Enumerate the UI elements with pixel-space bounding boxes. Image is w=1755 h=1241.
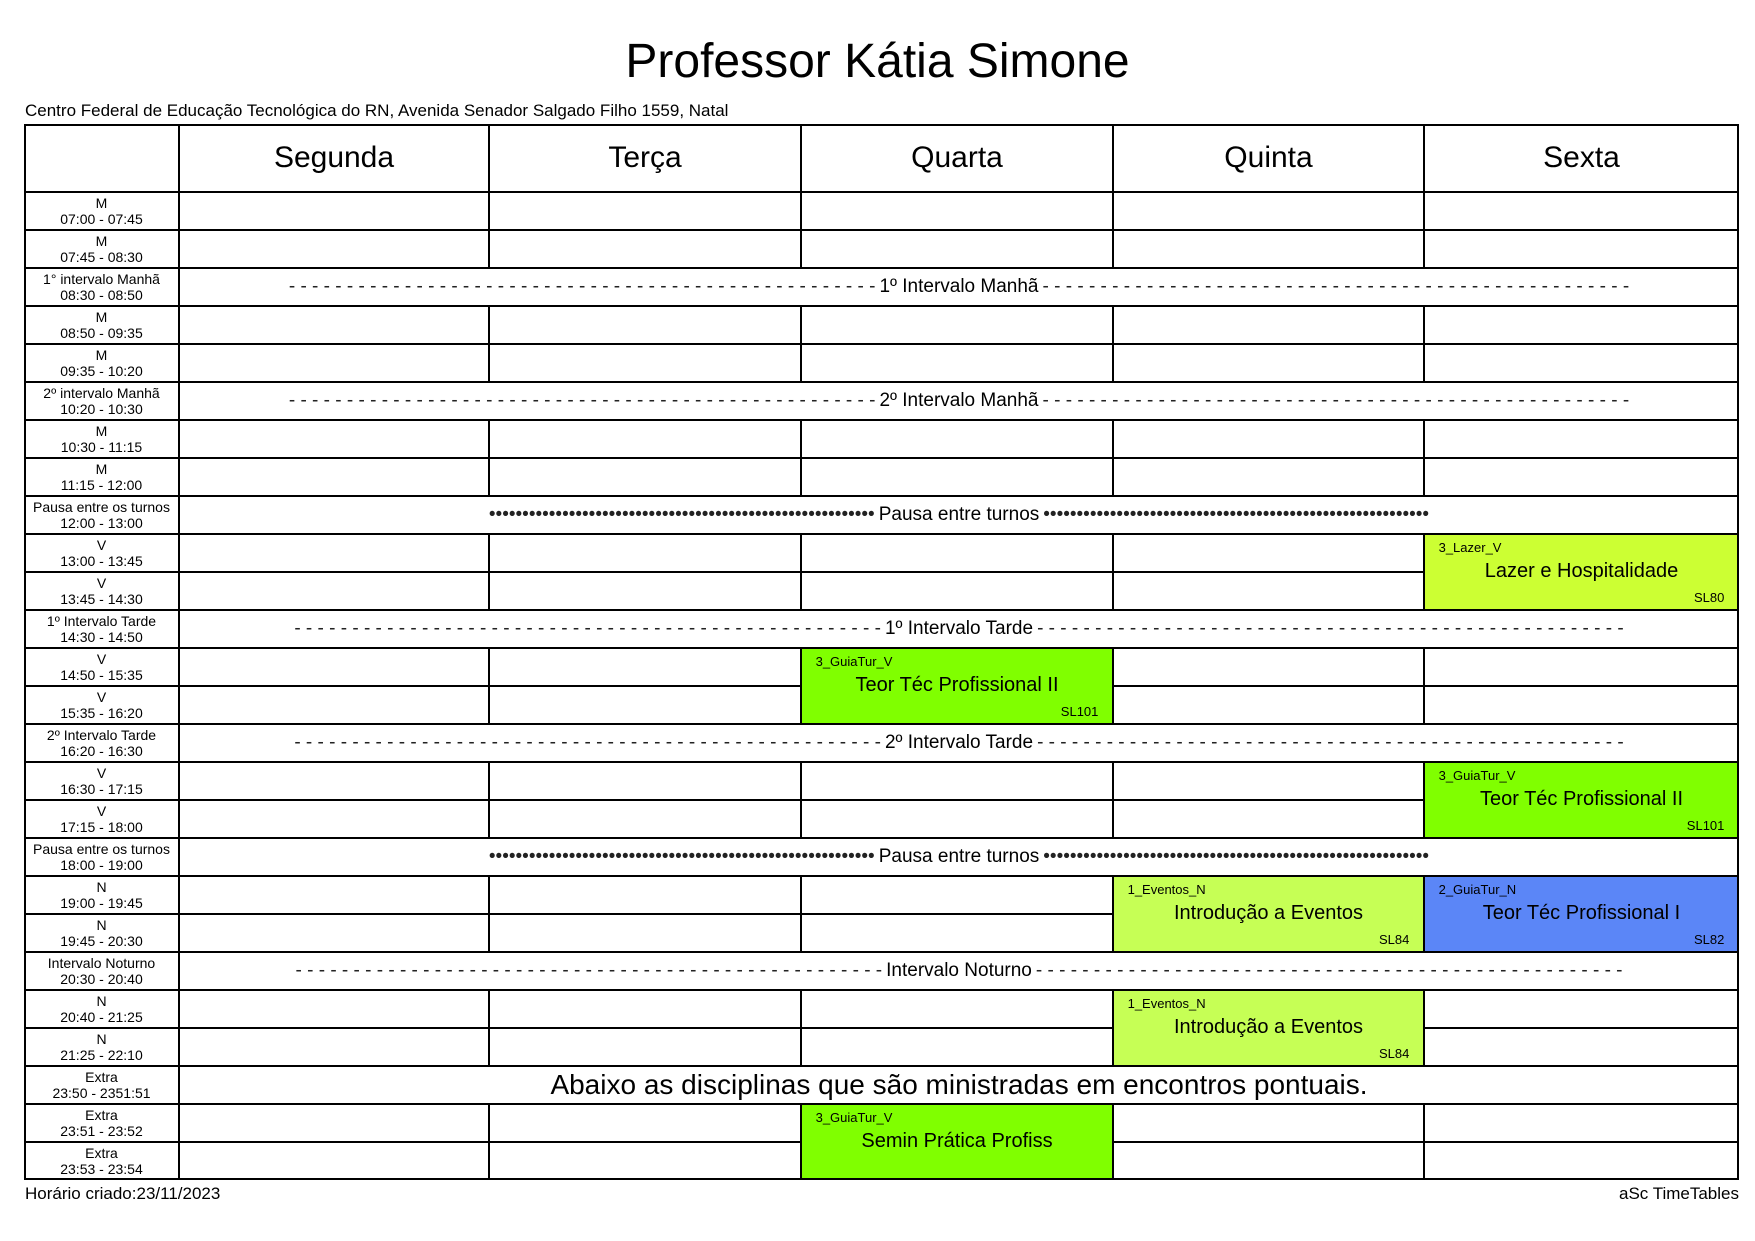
empty-slot[interactable] [179, 230, 489, 268]
grid-line [488, 534, 489, 610]
empty-slot[interactable] [1113, 192, 1424, 230]
grid-line [1423, 192, 1424, 268]
grid-line [1423, 420, 1424, 496]
grid-line [24, 723, 1739, 724]
period-name: N [96, 993, 107, 1009]
period-label [24, 724, 179, 762]
bar-filler-right: - - - - - - - - - - - - - - - - - - - - - - - - - - - - - - - - - - - - - - - - - - - - - - - - - - - [1042, 390, 1630, 411]
period-time: 13:00 - 13:45 [60, 553, 143, 569]
empty-slot[interactable] [489, 914, 801, 952]
empty-slot[interactable] [489, 192, 801, 230]
grid-line [488, 420, 489, 496]
period-label [24, 572, 179, 610]
period-time: 10:20 - 10:30 [60, 401, 143, 417]
period-time: 23:51 - 23:52 [60, 1123, 143, 1139]
empty-slot[interactable] [489, 572, 801, 610]
period-label [24, 534, 179, 572]
empty-slot[interactable] [801, 192, 1113, 230]
period-name: M [95, 309, 108, 325]
lesson-block[interactable] [802, 1105, 1113, 1180]
period-name: N [96, 879, 107, 895]
empty-slot[interactable] [179, 458, 489, 496]
empty-slot[interactable] [1424, 306, 1739, 344]
empty-slot[interactable] [801, 344, 1113, 382]
empty-slot[interactable] [179, 572, 489, 610]
period-label [24, 610, 179, 648]
period-time: 23:50 - 2351:51 [52, 1085, 151, 1101]
bar-filler-left: - - - - - - - - - - - - - - - - - - - - - - - - - - - - - - - - - - - - - - - - - - - - - - - - - - - [295, 960, 883, 981]
period-name: V [96, 575, 107, 591]
period-time: 14:50 - 15:35 [60, 667, 143, 683]
period-label [24, 648, 179, 686]
grid-line [488, 876, 489, 952]
empty-slot[interactable] [489, 534, 801, 572]
grid-line [24, 989, 1739, 990]
grid-line [800, 534, 801, 610]
lesson-subject: Semin Prática Profiss [861, 1130, 1053, 1153]
empty-slot[interactable] [489, 1028, 801, 1066]
grid-line [24, 837, 1739, 838]
bar-filler-left: •••••••••••••••••••••••••••••••••••••••••••••••••••••••••• [488, 846, 875, 867]
grid-line [24, 457, 1739, 458]
empty-slot[interactable] [179, 914, 489, 952]
period-label [24, 838, 179, 876]
period-label [24, 192, 179, 230]
empty-slot[interactable] [1113, 1142, 1424, 1180]
period-time: 13:45 - 14:30 [60, 591, 143, 607]
empty-slot[interactable] [179, 686, 489, 724]
period-name: 1º Intervalo Tarde [46, 613, 157, 629]
empty-slot[interactable] [1113, 534, 1424, 572]
lesson-block[interactable] [1114, 877, 1424, 952]
period-label [24, 496, 179, 534]
grid-line [488, 762, 489, 838]
period-name: V [96, 803, 107, 819]
empty-slot[interactable] [179, 762, 489, 800]
empty-slot[interactable] [801, 990, 1113, 1028]
empty-slot[interactable] [1424, 648, 1739, 686]
bar-filler-left: - - - - - - - - - - - - - - - - - - - - - - - - - - - - - - - - - - - - - - - - - - - - - - - - - - - [288, 390, 876, 411]
bar-filler-right: - - - - - - - - - - - - - - - - - - - - - - - - - - - - - - - - - - - - - - - - - - - - - - - - - - - [1037, 618, 1624, 639]
period-name: Intervalo Noturno [47, 955, 156, 971]
day-header-2: Terça [608, 141, 682, 174]
period-name: Extra [85, 1107, 118, 1123]
period-name: Extra [85, 1145, 118, 1161]
period-time: 19:45 - 20:30 [60, 933, 143, 949]
day-header-4: Quinta [1224, 141, 1313, 174]
grid-line [24, 229, 1739, 230]
period-time: 16:20 - 16:30 [60, 743, 143, 759]
lesson-class: 2_GuiaTur_N [1438, 881, 1517, 897]
period-time: 18:00 - 19:00 [60, 857, 143, 873]
break-bar [179, 610, 1739, 648]
period-label [24, 800, 179, 838]
lesson-block[interactable] [802, 649, 1113, 724]
empty-slot[interactable] [1113, 306, 1424, 344]
empty-slot[interactable] [489, 230, 801, 268]
empty-slot[interactable] [489, 306, 801, 344]
empty-slot[interactable] [1424, 192, 1739, 230]
grid-line [1423, 1104, 1424, 1180]
day-header-5: Sexta [1543, 141, 1620, 174]
grid-line [24, 305, 1739, 306]
period-label [24, 686, 179, 724]
period-name: N [96, 1031, 107, 1047]
empty-slot[interactable] [801, 1028, 1113, 1066]
lesson-subject: Teor Téc Profissional II [855, 674, 1059, 697]
period-name: V [96, 689, 107, 705]
lesson-subject: Teor Téc Profissional II [1479, 788, 1684, 811]
period-time: 14:30 - 14:50 [60, 629, 143, 645]
bar-filler-right: - - - - - - - - - - - - - - - - - - - - - - - - - - - - - - - - - - - - - - - - - - - - - - - - - - - [1042, 276, 1630, 297]
empty-slot[interactable] [489, 800, 801, 838]
period-label [24, 458, 179, 496]
period-time: 12:00 - 13:00 [60, 515, 143, 531]
empty-slot[interactable] [179, 1028, 489, 1066]
lesson-class: 1_Eventos_N [1127, 881, 1206, 897]
break-label: 1º Intervalo Manhã [879, 276, 1039, 297]
period-time: 08:50 - 09:35 [60, 325, 143, 341]
period-time: 11:15 - 12:00 [60, 477, 143, 493]
bar-filler-left: - - - - - - - - - - - - - - - - - - - - - - - - - - - - - - - - - - - - - - - - - - - - - - - - - - - [294, 732, 881, 753]
empty-slot[interactable] [179, 990, 489, 1028]
empty-slot[interactable] [1424, 686, 1739, 724]
empty-slot[interactable] [801, 458, 1113, 496]
grid-line [1112, 306, 1113, 382]
empty-slot[interactable] [1424, 1142, 1739, 1180]
lesson-block[interactable] [1425, 763, 1739, 838]
empty-slot[interactable] [489, 1104, 801, 1142]
period-time: 17:15 - 18:00 [60, 819, 143, 835]
lesson-block[interactable] [1425, 877, 1739, 952]
grid-line [800, 990, 801, 1066]
lesson-class: 3_GuiaTur_V [1438, 767, 1516, 783]
lesson-class: 1_Eventos_N [1127, 995, 1206, 1011]
grid-line [24, 495, 1739, 496]
empty-slot[interactable] [489, 876, 801, 914]
lesson-class: 3_GuiaTur_V [815, 1109, 893, 1125]
bar-filler-right: •••••••••••••••••••••••••••••••••••••••••••••••••••••••••• [1043, 504, 1430, 525]
grid-line [1112, 192, 1113, 268]
break-label: 1º Intervalo Tarde [884, 618, 1034, 639]
period-time: 21:25 - 22:10 [60, 1047, 143, 1063]
empty-slot[interactable] [801, 572, 1113, 610]
timetable-grid [24, 124, 1739, 1180]
grid-line [24, 1027, 1739, 1028]
lesson-room: SL84 [1379, 932, 1410, 948]
lesson-subject: Lazer e Hospitalidade [1484, 560, 1679, 583]
break-label: 2º Intervalo Manhã [879, 390, 1039, 411]
empty-slot[interactable] [489, 420, 801, 458]
period-time: 16:30 - 17:15 [60, 781, 143, 797]
grid-line [24, 951, 1739, 952]
extra-note: Abaixo as disciplinas que são ministradas em encontros pontuais. [550, 1069, 1368, 1100]
empty-slot[interactable] [1113, 458, 1424, 496]
period-label [24, 952, 179, 990]
empty-slot[interactable] [1113, 230, 1424, 268]
grid-line [24, 267, 1739, 268]
break-label: 2º Intervalo Tarde [884, 732, 1034, 753]
period-name: Extra [85, 1069, 118, 1085]
period-time: 15:35 - 16:20 [60, 705, 143, 721]
grid-line [800, 876, 801, 952]
lesson-class: 3_GuiaTur_V [815, 653, 893, 669]
period-name: 2º Intervalo Tarde [46, 727, 157, 743]
empty-slot[interactable] [179, 648, 489, 686]
period-label [24, 268, 179, 306]
period-name: M [95, 423, 108, 439]
bar-filler-right: - - - - - - - - - - - - - - - - - - - - - - - - - - - - - - - - - - - - - - - - - - - - - - - - - - - [1035, 960, 1623, 981]
period-label [24, 306, 179, 344]
period-label [24, 1028, 179, 1066]
break-bar [179, 496, 1739, 534]
empty-slot[interactable] [179, 344, 489, 382]
break-label: Intervalo Noturno [886, 960, 1032, 981]
lesson-room: SL101 [1060, 704, 1099, 720]
break-bar [179, 838, 1739, 876]
day-header-3: Quarta [911, 141, 1003, 174]
grid-line [800, 306, 801, 382]
break-bar [179, 382, 1739, 420]
lesson-block[interactable] [1114, 991, 1424, 1066]
empty-slot[interactable] [1424, 420, 1739, 458]
empty-slot[interactable] [801, 876, 1113, 914]
empty-slot[interactable] [179, 192, 489, 230]
grid-line [800, 192, 801, 268]
period-label [24, 1066, 179, 1104]
empty-slot[interactable] [1424, 458, 1739, 496]
grid-line [1423, 306, 1424, 382]
grid-line [1112, 648, 1113, 724]
period-time: 20:30 - 20:40 [60, 971, 143, 987]
break-label: Pausa entre turnos [878, 846, 1040, 867]
lesson-subject: Teor Téc Profissional I [1482, 902, 1681, 925]
period-time: 19:00 - 19:45 [60, 895, 143, 911]
empty-slot[interactable] [801, 420, 1113, 458]
empty-slot[interactable] [179, 534, 489, 572]
grid-line [1112, 534, 1113, 610]
period-time: 10:30 - 11:15 [60, 439, 143, 455]
period-label [24, 344, 179, 382]
empty-slot[interactable] [489, 990, 801, 1028]
period-time: 07:45 - 08:30 [60, 249, 143, 265]
grid-line [800, 124, 801, 192]
period-label [24, 382, 179, 420]
empty-slot[interactable] [179, 800, 489, 838]
lesson-subject: Introdução a Eventos [1173, 1016, 1363, 1039]
empty-slot[interactable] [489, 1142, 801, 1180]
lesson-room: SL80 [1694, 590, 1725, 606]
grid-line [488, 1104, 489, 1180]
lesson-class: 3_Lazer_V [1438, 539, 1502, 555]
grid-line [24, 343, 1739, 344]
grid-line [1112, 124, 1113, 192]
period-name: Pausa entre os turnos [33, 499, 170, 515]
empty-slot[interactable] [1424, 1104, 1739, 1142]
grid-line [24, 609, 1739, 610]
school-address: Centro Federal de Educação Tecnológica do RN, Avenida Senador Salgado Filho 1559, Natal [25, 101, 729, 120]
empty-slot[interactable] [179, 1104, 489, 1142]
bar-filler-left: - - - - - - - - - - - - - - - - - - - - - - - - - - - - - - - - - - - - - - - - - - - - - - - - - - - [294, 618, 881, 639]
break-bar [179, 724, 1739, 762]
empty-slot[interactable] [489, 344, 801, 382]
period-time: 08:30 - 08:50 [60, 287, 143, 303]
empty-slot[interactable] [1424, 344, 1739, 382]
day-header-1: Segunda [273, 141, 395, 174]
period-name: M [95, 347, 108, 363]
period-time: 07:00 - 07:45 [60, 211, 143, 227]
grid-line [1423, 990, 1424, 1066]
empty-slot[interactable] [489, 762, 801, 800]
empty-slot[interactable] [489, 686, 801, 724]
empty-slot[interactable] [1113, 420, 1424, 458]
grid-line [1112, 762, 1113, 838]
empty-slot[interactable] [1113, 762, 1424, 800]
empty-slot[interactable] [1113, 686, 1424, 724]
empty-slot[interactable] [1113, 572, 1424, 610]
lesson-block[interactable] [1425, 535, 1739, 610]
period-label [24, 230, 179, 268]
period-label [24, 1142, 179, 1180]
grid-line [1423, 648, 1424, 724]
break-label: Pausa entre turnos [878, 504, 1040, 525]
grid-line [24, 1065, 1739, 1066]
period-label [24, 420, 179, 458]
period-label [24, 1104, 179, 1142]
empty-slot[interactable] [179, 306, 489, 344]
grid-line [24, 381, 1739, 382]
period-name: V [96, 651, 107, 667]
grid-line [178, 124, 181, 1180]
empty-slot[interactable] [1113, 344, 1424, 382]
grid-line [24, 419, 1739, 420]
empty-slot[interactable] [1113, 1104, 1424, 1142]
bar-filler-right: •••••••••••••••••••••••••••••••••••••••••••••••••••••••••• [1043, 846, 1430, 867]
bar-filler-left: •••••••••••••••••••••••••••••••••••••••••••••••••••••••••• [488, 504, 875, 525]
grid-line [1112, 420, 1113, 496]
period-label [24, 876, 179, 914]
period-time: 20:40 - 21:25 [60, 1009, 143, 1025]
grid-line [800, 420, 801, 496]
period-name: N [96, 917, 107, 933]
grid-line [488, 648, 489, 724]
empty-slot[interactable] [489, 458, 801, 496]
bar-filler-left: - - - - - - - - - - - - - - - - - - - - - - - - - - - - - - - - - - - - - - - - - - - - - - - - - - - [288, 276, 876, 297]
grid-line [488, 192, 489, 268]
lesson-subject: Introdução a Eventos [1173, 902, 1363, 925]
empty-slot[interactable] [801, 306, 1113, 344]
break-bar [179, 268, 1739, 306]
empty-slot[interactable] [179, 876, 489, 914]
grid-line [488, 306, 489, 382]
period-name: M [95, 461, 108, 477]
period-time: 23:53 - 23:54 [60, 1161, 143, 1177]
period-time: 09:35 - 10:20 [60, 363, 143, 379]
period-name: 2º intervalo Manhã [43, 385, 160, 401]
grid-line [1423, 124, 1424, 192]
empty-slot[interactable] [1424, 230, 1739, 268]
grid-line [488, 990, 489, 1066]
period-name: M [95, 195, 108, 211]
grid-line [488, 124, 489, 192]
empty-slot[interactable] [801, 762, 1113, 800]
bar-filler-right: - - - - - - - - - - - - - - - - - - - - - - - - - - - - - - - - - - - - - - - - - - - - - - - - - - - [1037, 732, 1624, 753]
period-label [24, 990, 179, 1028]
empty-slot[interactable] [179, 420, 489, 458]
period-name: M [95, 233, 108, 249]
empty-slot[interactable] [1424, 990, 1739, 1028]
grid-line [24, 191, 1739, 194]
page-title: Professor Kátia Simone [625, 35, 1130, 88]
empty-slot[interactable] [801, 534, 1113, 572]
empty-slot[interactable] [1113, 648, 1424, 686]
grid-line [1112, 1104, 1113, 1180]
empty-slot[interactable] [801, 914, 1113, 952]
lesson-room: SL82 [1694, 932, 1725, 948]
break-bar [179, 952, 1739, 990]
period-name: V [96, 765, 107, 781]
empty-slot[interactable] [1113, 800, 1424, 838]
period-name: Pausa entre os turnos [33, 841, 170, 857]
empty-slot[interactable] [801, 800, 1113, 838]
period-label [24, 914, 179, 952]
grid-line [800, 762, 801, 838]
brand-label: aSc TimeTables [1619, 1184, 1739, 1203]
empty-slot[interactable] [179, 1142, 489, 1180]
empty-slot[interactable] [801, 230, 1113, 268]
empty-slot[interactable] [489, 648, 801, 686]
lesson-room: SL84 [1379, 1046, 1410, 1062]
period-name: 1° intervalo Manhã [43, 271, 160, 287]
created-date: Horário criado:23/11/2023 [25, 1184, 221, 1203]
lesson-room: SL101 [1686, 818, 1725, 834]
empty-slot[interactable] [1424, 1028, 1739, 1066]
period-name: V [96, 537, 107, 553]
period-label [24, 762, 179, 800]
